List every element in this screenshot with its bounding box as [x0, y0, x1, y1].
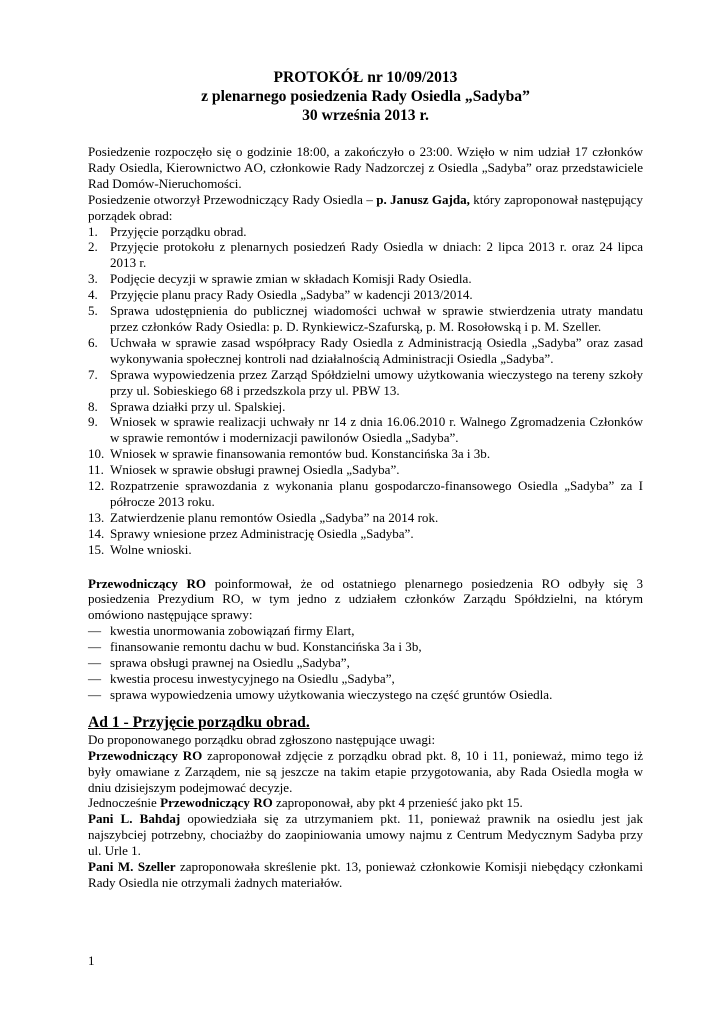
agenda-item [88, 399, 643, 415]
agenda-item [88, 239, 643, 271]
report-issue-text: sprawa obsługi prawnej na Osiedlu „Sadyba”, [110, 655, 350, 671]
spacer [88, 558, 643, 576]
agenda-item-text: Wniosek w sprawie obsługi prawnej Osiedla „Sadyba”. [110, 462, 400, 478]
agenda-item-text: Wniosek w sprawie realizacji uchwały nr 14 z dnia 16.06.2010 r. Walnego Zgromadzenia Członków w sprawie remontów i modernizacji pawilonów Osiedla „Sadyba”. [110, 414, 643, 446]
opening-text: Posiedzenie otworzył Przewodniczący Rady Osiedla – [88, 191, 377, 207]
report-issue-text: kwestia unormowania zobowiązań firmy Elart, [110, 623, 355, 639]
ad1-paragraph-text: Jednocześnie [88, 795, 161, 811]
speaker-label: Pani L. Bahdaj [88, 811, 181, 827]
agenda-item-number: 8. [88, 398, 98, 414]
document-subtitle: z plenarnego posiedzenia Rady Osiedla „Sadyba” [201, 88, 530, 105]
agenda-item [88, 414, 643, 446]
report-issue-item [88, 655, 643, 671]
agenda-item-text: Sprawa działki przy ul. Spalskiej. [110, 398, 286, 414]
agenda-item-text: Przyjęcie porządku obrad. [110, 223, 247, 239]
agenda-item-text: Sprawa wypowiedzenia przez Zarząd Spółdzielni umowy użytkowania wieczystego na tereny szkoły przy ul. Sobieskiego 68 i przedszkola przy ul. PBW 13. [110, 366, 643, 398]
agenda-item-text: Zatwierdzenie planu remontów Osiedla „Sadyba” na 2014 rok. [110, 509, 439, 525]
agenda-item [88, 271, 643, 287]
agenda-item-text: Rozpatrzenie sprawozdania z wykonania planu gospodarczo-finansowego Osiedla „Sadyba” za I półrocze 2013 roku. [110, 478, 643, 509]
agenda-item-number: 4. [88, 287, 98, 303]
agenda-item-number: 11. [88, 462, 104, 478]
chairman-name: p. Janusz Gajda, [376, 191, 470, 207]
report-issue-item [88, 639, 643, 655]
speaker-label: Przewodniczący RO [88, 747, 203, 763]
chair-report-text: poinformował, że od ostatniego plenarnego posiedzenia RO odbyły się 3 posiedzenia Prezydium RO, w tym jedno z udziałem członków Zarządu Spółdzielni, na którym omówiono następujące sprawy: [88, 575, 643, 623]
agenda-item-text: Podjęcie decyzji w sprawie zmian w składach Komisji Rady Osiedla. [110, 271, 472, 287]
agenda-item-text: Wolne wnioski. [110, 541, 192, 557]
ad1-paragraph [88, 748, 643, 796]
ad1-paragraph [88, 859, 643, 891]
document-page [88, 68, 643, 891]
ad1-intro: Do proponowanego porządku obrad zgłoszono następujące uwagi: [88, 731, 436, 747]
agenda-item [88, 510, 643, 526]
agenda-item-number: 9. [88, 414, 98, 430]
document-date: 30 września 2013 r. [302, 107, 429, 124]
agenda-item [88, 303, 643, 335]
report-issues-list [88, 623, 643, 703]
chair-label: Przewodniczący RO [88, 575, 207, 591]
report-issue-text: sprawa wypowiedzenia umowy użytkowania wieczystego na część gruntów Osiedla. [110, 686, 553, 702]
report-issue-item [88, 687, 643, 703]
dash-bullet: — [88, 686, 102, 702]
spacer [88, 703, 643, 713]
agenda-item [88, 542, 643, 558]
agenda-item-text: Przyjęcie planu pracy Rady Osiedla „Sadyba” w kadencji 2013/2014. [110, 287, 473, 303]
dash-bullet: — [88, 671, 102, 686]
ad1-paragraph-text: zaproponował, aby pkt 4 przenieść jako pkt 15. [272, 795, 523, 811]
speaker-label: Pani M. Szeller [88, 859, 176, 875]
agenda-item [88, 224, 643, 240]
ad1-paragraph-text: opowiedziała się za utrzymaniem pkt. 11, ponieważ prawnik na osiedlu jest jak najszybciej potrzebny, chociażby do zaopiniowania umowy najmu z Centrum Medycznym Sadyba przy ul. Urle 1. [88, 811, 643, 859]
agenda-item-number: 6. [88, 334, 98, 350]
agenda-item [88, 446, 643, 462]
agenda-list [88, 224, 643, 558]
agenda-item [88, 287, 643, 303]
agenda-item-number: 13. [88, 509, 105, 525]
report-issue-text: kwestia procesu inwestycyjnego na Osiedlu „Sadyba”, [110, 671, 395, 686]
agenda-item-number: 2. [88, 239, 98, 255]
dash-bullet: — [88, 639, 102, 655]
section-heading-text: Ad 1 - Przyjęcie porządku obrad. [88, 713, 310, 731]
intro-paragraph: Posiedzenie rozpoczęło się o godzinie 18:00, a zakończyło o 23:00. Wzięło w nim udział 17 członków Rady Osiedla, Kierownictwo AO, członkowie Rady Nadzorczej z Osiedla „Sadyba” oraz przedstawiciele Rad Domów-Nieruchomości. [88, 144, 643, 191]
page-number: 1 [88, 953, 95, 968]
report-issue-item [88, 623, 643, 639]
agenda-item-text: Sprawa udostępnienia do publicznej wiadomości uchwał w sprawie stwierdzenia utraty mandatu przez członków Rady Osiedla: p. D. Rynkiewicz-Szafurską, p. M. Rosołowską i p. M. Szeller. [110, 303, 643, 334]
chair-report-paragraph [88, 576, 643, 624]
report-issue-text: finansowanie remontu dachu w bud. Konstancińska 3a i 3b, [110, 639, 422, 655]
ad1-paragraph-text: zaproponowała skreślenie pkt. 13, ponieważ członkowie Komisji niebędący członkami Rady Osiedla nie otrzymali żadnych materiałów. [88, 859, 643, 890]
dash-bullet: — [88, 655, 102, 671]
ad1-paragraph-text: zaproponował zdjęcie z porządku obrad pkt. 8, 10 i 11, ponieważ, mimo tego iż były omawiane z Zarządem, nie są jeszcze na takim etapie przygotowania, aby Rada Osiedla mogła w dniu dzisiejszym podejmować decyzje. [88, 747, 643, 795]
opening-paragraph [88, 192, 643, 224]
agenda-item-text: Wniosek w sprawie finansowania remontów bud. Konstancińska 3a i 3b. [110, 446, 491, 462]
title-block [88, 68, 643, 125]
ad1-paragraph [88, 795, 643, 811]
agenda-item [88, 478, 643, 510]
ad1-paragraph [88, 811, 643, 859]
agenda-item [88, 367, 643, 399]
agenda-item-text: Sprawy wniesione przez Administrację Osiedla „Sadyba”. [110, 525, 414, 541]
agenda-item [88, 335, 643, 367]
agenda-item [88, 462, 643, 478]
agenda-item-text: Przyjęcie protokołu z plenarnych posiedzeń Rady Osiedla w dniach: 2 lipca 2013 r. oraz 24 lipca 2013 r. [110, 239, 643, 271]
agenda-item-number: 14. [88, 525, 105, 541]
agenda-item-number: 12. [88, 478, 105, 494]
agenda-item-number: 15. [88, 541, 105, 557]
agenda-item-number: 1. [88, 223, 98, 239]
document-title: PROTOKÓŁ nr 10/09/2013 [273, 69, 458, 86]
dash-bullet: — [88, 623, 102, 639]
agenda-item-text: Uchwała w sprawie zasad współpracy Rady Osiedla z Administracją Osiedla „Sadyba” oraz zasad wykonywania społecznej kontroli nad działalnością Administracji Osiedla „Sadyba”. [110, 334, 643, 366]
agenda-item-number: 3. [88, 271, 98, 287]
report-issue-item [88, 671, 643, 687]
agenda-item-number: 5. [88, 303, 98, 319]
agenda-item-number: 10. [88, 446, 105, 462]
opening-text-end: który zaproponował następujący porządek obrad: [88, 191, 643, 223]
section-heading-ad1 [88, 713, 643, 732]
speaker-label: Przewodniczący RO [160, 795, 273, 811]
agenda-item [88, 526, 643, 542]
agenda-item-number: 7. [88, 366, 98, 382]
